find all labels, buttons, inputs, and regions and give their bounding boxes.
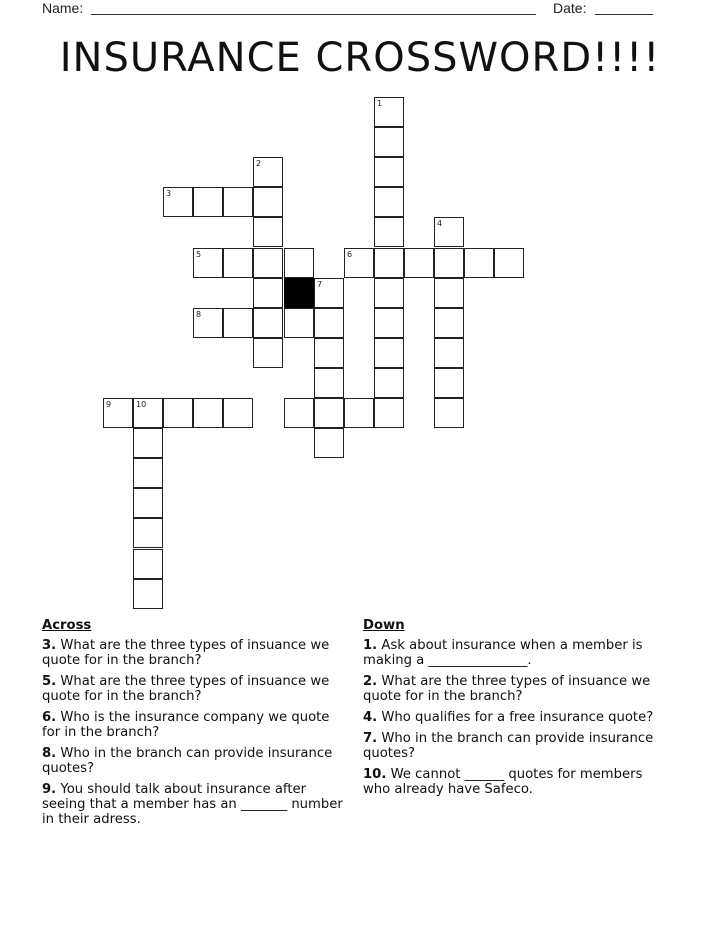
clue-number: 6 [347,250,353,259]
crossword-cell[interactable] [434,368,464,398]
clue-text: What are the three types of insuance we quote for in the branch? [42,674,330,704]
clue-text: You should talk about insurance after seeing that a member has an _______ number in their adress. [42,782,343,827]
clue-text: Who in the branch can provide insurance quotes? [363,731,654,761]
crossword-cell[interactable] [253,248,283,278]
crossword-cell[interactable] [133,518,163,548]
crossword-cell[interactable] [103,398,133,428]
crossword-cell[interactable] [223,187,253,217]
crossword-cell[interactable] [253,157,283,187]
clue-number: 2 [256,159,262,168]
crossword-cell[interactable] [434,248,464,278]
crossword-cell[interactable] [374,278,404,308]
down-clue [363,638,663,668]
clue-text: Who qualifies for a free insurance quote? [381,710,654,725]
down-clue [363,731,663,761]
crossword-cell[interactable] [163,398,193,428]
crossword-cell[interactable] [133,398,163,428]
crossword-cell[interactable] [374,308,404,338]
crossword-cell[interactable] [374,187,404,217]
clue-number: 1 [377,99,383,108]
crossword-cell[interactable] [314,308,344,338]
crossword-cell[interactable] [253,338,283,368]
clue-number: 3. [42,638,57,653]
crossword-cell[interactable] [344,398,374,428]
across-clue [42,746,347,776]
down-clues [363,618,663,803]
crossword-cell[interactable] [374,398,404,428]
page-title: INSURANCE CROSSWORD!!!! [59,35,661,81]
crossword-cell[interactable] [374,248,404,278]
crossword-cell[interactable] [434,278,464,308]
crossword-cell[interactable] [434,338,464,368]
crossword-cell[interactable] [133,428,163,458]
clue-text: Ask about insurance when a member is making a _______________. [363,638,643,668]
down-clue [363,710,663,725]
name-label: Name: [42,0,84,16]
crossword-cell[interactable] [253,187,283,217]
crossword-cell[interactable] [223,248,253,278]
clue-number: 9 [106,400,112,409]
clue-number: 4. [363,710,378,725]
crossword-cell[interactable] [193,187,223,217]
clue-number: 9. [42,782,57,797]
crossword-cell[interactable] [314,278,344,308]
crossword-cell[interactable] [434,398,464,428]
crossword-cell[interactable] [133,458,163,488]
crossword-cell[interactable] [163,187,193,217]
down-heading: Down [363,618,405,633]
clue-number: 8 [196,310,202,319]
crossword-cell[interactable] [193,248,223,278]
crossword-cell[interactable] [193,308,223,338]
clue-number: 8. [42,746,57,761]
black-square [284,278,314,308]
crossword-cell[interactable] [193,398,223,428]
crossword-cell[interactable] [253,217,283,247]
across-heading: Across [42,618,92,633]
clue-text: We cannot ______ quotes for members who already have Safeco. [363,767,643,797]
across-clue [42,782,347,827]
clue-number: 2. [363,674,378,689]
across-clue [42,638,347,668]
crossword-cell[interactable] [284,308,314,338]
clue-text: Who is the insurance company we quote for in the branch? [42,710,330,740]
clue-text: What are the three types of insuance we quote for in the branch? [363,674,651,704]
clue-number: 5. [42,674,57,689]
crossword-cell[interactable] [253,278,283,308]
clue-number: 10. [363,767,387,782]
crossword-cell[interactable] [374,97,404,127]
crossword-cell[interactable] [133,579,163,609]
crossword-cell[interactable] [434,308,464,338]
crossword-cell[interactable] [464,248,494,278]
crossword-cell[interactable] [314,398,344,428]
clue-number: 1. [363,638,378,653]
crossword-cell[interactable] [133,549,163,579]
across-clues [42,618,347,833]
crossword-cell[interactable] [314,428,344,458]
crossword-cell[interactable] [133,488,163,518]
crossword-cell[interactable] [284,398,314,428]
crossword-cell[interactable] [344,248,374,278]
crossword-cell[interactable] [434,217,464,247]
crossword-cell[interactable] [494,248,524,278]
crossword-cell[interactable] [374,127,404,157]
crossword-cell[interactable] [284,248,314,278]
crossword-cell[interactable] [374,157,404,187]
across-clue [42,674,347,704]
clue-number: 10 [136,400,147,409]
clue-number: 7 [317,280,323,289]
across-clue [42,710,347,740]
crossword-cell[interactable] [374,368,404,398]
crossword-cell[interactable] [314,338,344,368]
crossword-cell[interactable] [374,338,404,368]
clue-number: 3 [166,189,172,198]
crossword-cell[interactable] [253,308,283,338]
crossword-cell[interactable] [374,217,404,247]
clue-number: 5 [196,250,202,259]
date-label: Date: [553,0,587,16]
crossword-cell[interactable] [404,248,434,278]
crossword-cell[interactable] [223,398,253,428]
clue-number: 6. [42,710,57,725]
crossword-cell[interactable] [223,308,253,338]
clue-text: Who in the branch can provide insurance quotes? [42,746,333,776]
crossword-cell[interactable] [314,368,344,398]
clue-number: 4 [437,219,443,228]
clue-text: What are the three types of insuance we quote for in the branch? [42,638,330,668]
down-clue [363,674,663,704]
down-clue [363,767,663,797]
clue-number: 7. [363,731,378,746]
